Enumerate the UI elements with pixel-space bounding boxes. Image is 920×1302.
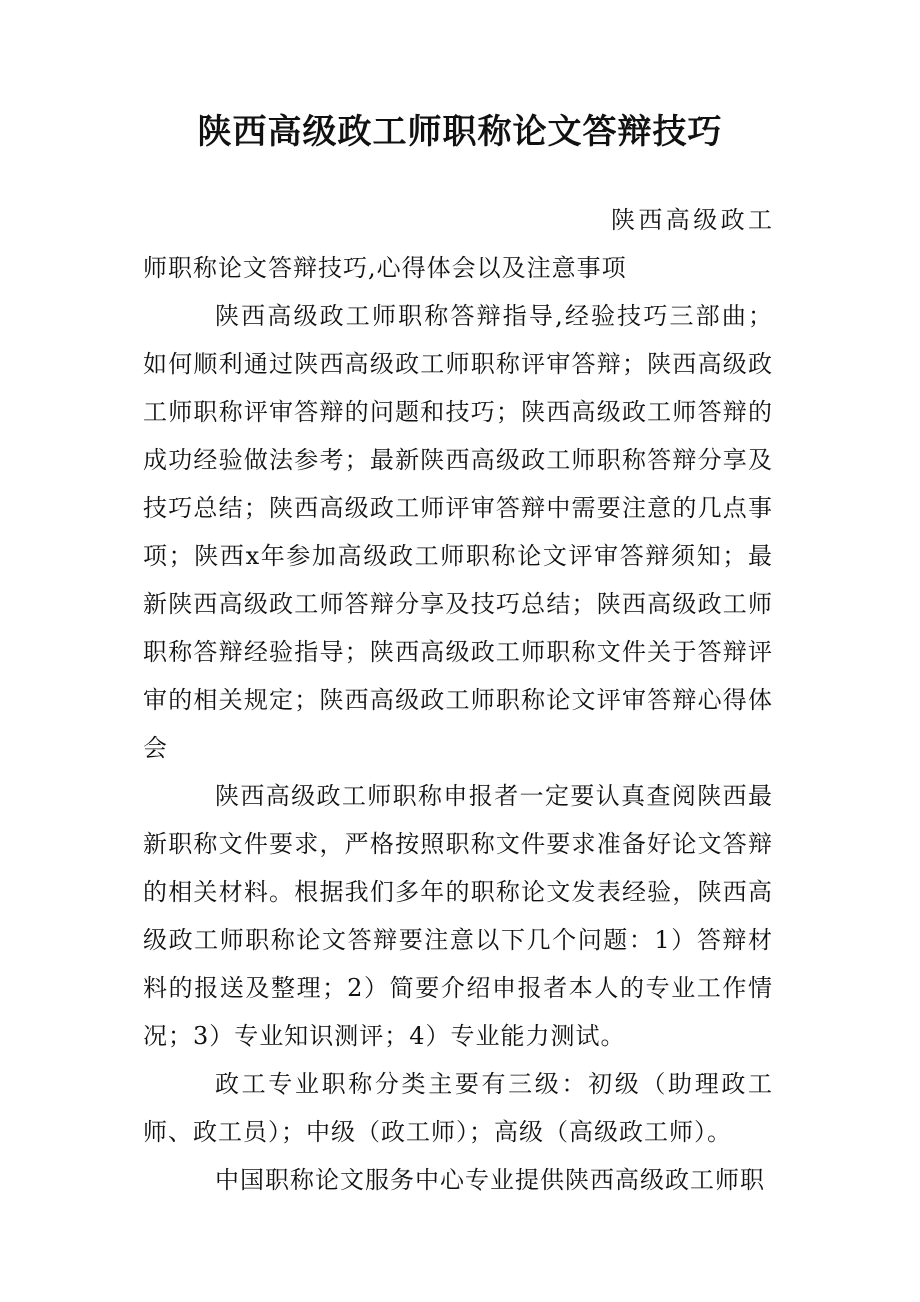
document-body [143,196,773,1204]
document-title: 陕西高级政工师职称论文答辩技巧 [197,112,723,152]
paragraph-service: 中国职称论文服务中心专业提供陕西高级政工师职 [215,1166,765,1194]
paragraph-requirements: 陕西高级政工师职称申报者一定要认真查阅陕西最新职称文件要求，严格按照职称文件要求准备好论文答辩的相关材料。根据我们多年的职称论文发表经验，陕西高级政工师职称论文答辩要注意以下几个问题：1）答辩材料的报送及整理；2）简要介绍申报者本人的专业工作情况；3）专业知识测评；4）专业能力测试。 [143,782,773,1050]
paragraph-levels: 政工专业职称分类主要有三级：初级（助理政工师、政工员）；中级（政工师）；高级（高级政工师）。 [143,1070,773,1146]
paragraph-subtitle: 陕西高级政工师职称论文答辩技巧,心得体会以及注意事项 [143,206,773,282]
paragraph-topics: 陕西高级政工师职称答辩指导,经验技巧三部曲；如何顺利通过陕西高级政工师职称评审答辩；陕西高级政工师职称评审答辩的问题和技巧；陕西高级政工师答辩的成功经验做法参考；最新陕西高级政工师职称答辩分享及技巧总结；陕西高级政工师评审答辩中需要注意的几点事项；陕西x年参加高级政工师职称论文评审答辩须知；最新陕西高级政工师答辩分享及技巧总结；陕西高级政工师职称答辩经验指导；陕西高级政工师职称文件关于答辩评审的相关规定；陕西高级政工师职称论文评审答辩心得体会 [143,302,773,762]
